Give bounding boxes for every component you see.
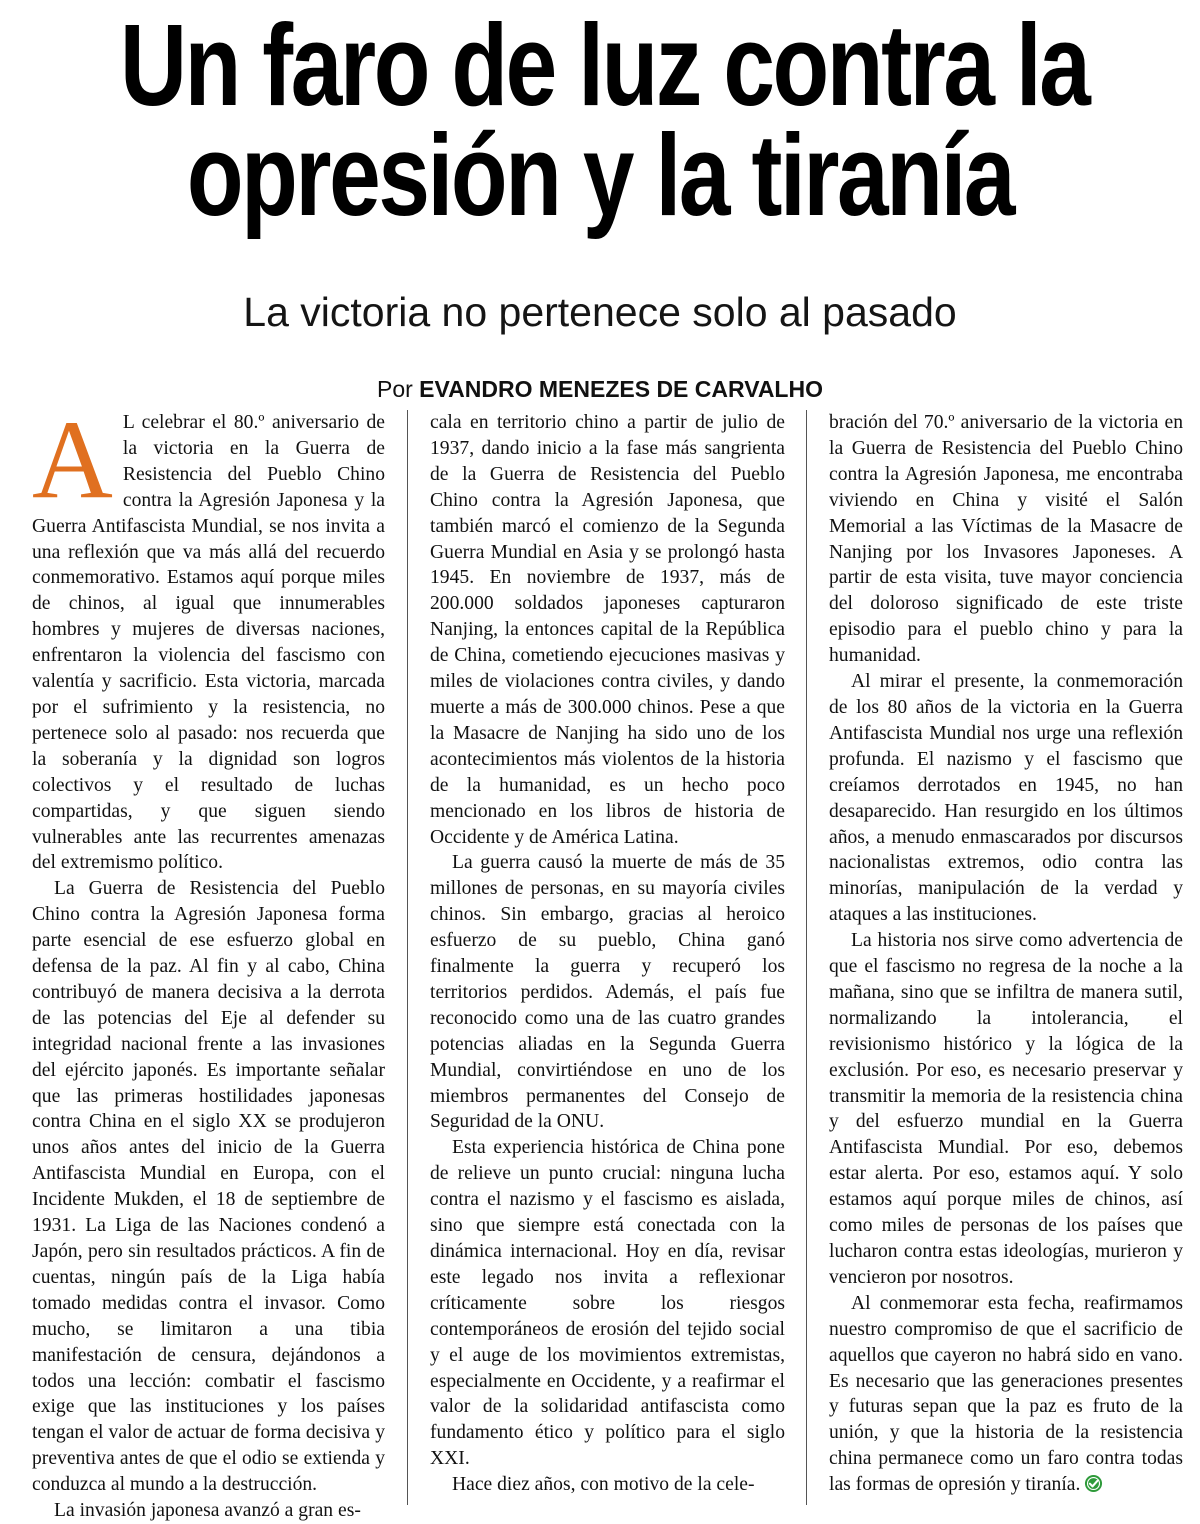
article-paragraph-6-continued: bración del 70.º aniversario de la victoria en la Guerra de Resistencia del Pueblo Chino contra la Agresión Japonesa, me encontraba viviendo en China y visité el Salón Memorial a las Víctimas de la Masacre de Nanjing por los Invasores Japoneses. A partir de esta visita, tuve mayor conciencia del doloroso significado de este triste episodio para el pueblo chino y para la humanidad. <box>829 412 1183 667</box>
article-paragraph-5: Esta experiencia histórica de China pone de relieve un punto crucial: ninguna lucha contra el nazismo y el fascismo es aislada, sino que siempre está conectada con la dinámica internacional. Hoy en día, revisar este legado nos invita a reflexionar críticamente sobre los riesgos contemporáneos de erosión del tejido social y el auge de los movimientos extremistas, especialmente en Occidente, y a reafirmar el valor de la solidaridad antifascista como fundamento ético y político para el siglo XXI. <box>430 1137 785 1470</box>
drop-cap: A <box>32 398 113 522</box>
article-paragraph-1 <box>32 398 385 876</box>
article-paragraph-6-start: Hace diez años, con motivo de la cele- <box>452 1474 755 1496</box>
article-column-1 <box>32 398 385 1522</box>
article-column-3 <box>829 410 1183 1505</box>
headline-line-2: opresión y la tiranía <box>186 110 1014 240</box>
article-paragraph-7: Al mirar el presente, la conmemoración de los 80 años de la victoria en la Guerra Antifascista Mundial nos urge una reflexión profunda. El nazismo y el fascismo que creíamos derrotados en 1945, no han desaparecido. Han resurgido en los últimos años, a menudo enmascarados por discursos nacionalistas extremos, odio contra las minorías, manipulación de la verdad y ataques a las instituciones. <box>829 671 1183 926</box>
byline <box>0 372 1200 406</box>
column-divider-1 <box>407 410 408 1505</box>
column-divider-2 <box>806 410 807 1505</box>
green-check-circle-icon <box>1084 1474 1103 1493</box>
headline <box>120 0 1089 240</box>
article-paragraph-8: La historia nos sirve como advertencia de que el fascismo no regresa de la noche a la mañana, sino que se infiltra de manera sutil, normalizando la intolerancia, el revisionismo histórico y la lógica de la exclusión. Por eso, es necesario preservar y transmitir la memoria de la resistencia china y del esfuerzo mundial en la Guerra Antifascista Mundial. Por eso, debemos estar alerta. Por eso, estamos aquí. Y solo estamos aquí porque miles de chinos, así como miles de personas de los países que lucharon contra estas ideologías, murieron y vencieron por nosotros. <box>829 930 1183 1288</box>
byline-author: EVANDRO MENEZES DE CARVALHO <box>419 376 823 402</box>
headline-line-1: Un faro de luz contra la <box>120 0 1089 130</box>
subtitle: La victoria no pertenece solo al pasado <box>243 289 957 335</box>
article-paragraph-2: La Guerra de Resistencia del Pueblo Chino contra la Agresión Japonesa forma parte esencial de ese esfuerzo global en defensa de la paz. Al fin y al cabo, China contribuyó de manera decisiva a la derrota de las potencias del Eje al defender su integridad nacional frente a las invasiones del ejército japonés. Es importante señalar que las primeras hostilidades japonesas contra China en el siglo XX se produjeron unos años antes del inicio de la Guerra Antifascista Mundial en Europa, con el Incidente Mukden, el 18 de septiembre de 1931. La Liga de las Naciones condenó a Japón, pero sin resultados prácticos. A fin de cuentas, ningún país de la Liga había tomado medidas contra el invasor. Como mucho, se limitaron a una tibia manifestación de censura, dejándonos a todos una lección: combatir el fascismo exige que las instituciones y los países tengan el valor de actuar de forma decisiva y preventiva antes de que el odio se extienda y conduzca al mundo a la destrucción. <box>32 878 385 1496</box>
paragraph-1-text: L celebrar el 80.º aniversario de la victoria en la Guerra de Resistencia del Pueblo Chino contra la Agresión Japonesa y la Guerra Antifascista Mundial, se nos invita a una reflexión que va más allá del recuerdo conmemorativo. Estamos aquí porque miles de chinos, al igual que innumerables hombres y mujeres de diversas naciones, enfrentaron la violencia del fascismo con valentía y sacrificio. Esta victoria, marcada por el sufrimiento y la resistencia, no pertenece solo al pasado: nos recuerda que la soberanía y la dignidad son logros colectivos y el resultado de luchas compartidas, y que siguen siendo vulnerables ante las recurrentes amenazas del extremismo político. <box>32 412 385 874</box>
article-column-2 <box>430 410 785 1505</box>
article-paragraph-3-continued: cala en territorio chino a partir de julio de 1937, dando inicio a la fase más sangrienta de la Guerra de Resistencia del Pueblo Chino contra la Agresión Japonesa, que también marcó el comienzo de la Segunda Guerra Mundial en Asia y se prolongó hasta 1945. En noviembre de 1937, más de 200.000 soldados japoneses capturaron Nanjing, la entonces capital de la República de China, cometiendo ejecuciones masivas y miles de violaciones contra civiles, y dando muerte a más de 300.000 chinos. Pese a que la Masacre de Nanjing ha sido uno de los acontecimientos más violentos de la historia de la humanidad, es un hecho poco mencionado en los libros de historia de Occidente y de América Latina. <box>430 412 785 848</box>
article-paragraph-3-start: La invasión japonesa avanzó a gran es- <box>54 1500 361 1522</box>
article-paragraph-9 <box>829 1291 1183 1498</box>
byline-prefix: Por <box>376 376 413 402</box>
article-paragraph-4: La guerra causó la muerte de más de 35 millones de personas, en su mayoría civiles chinos. Sin embargo, gracias al heroico esfuerzo de su pueblo, China ganó finalmente la guerra y recuperó los territorios perdidos. Además, el país fue reconocido como una de las cuatro grandes potencias aliadas en la Segunda Guerra Mundial, convirtiéndose en uno de los miembros permanentes del Consejo de Seguridad de la ONU. <box>430 852 785 1133</box>
paragraph-9-text: Al conmemorar esta fecha, reafirmamos nuestro compromiso de que el sacrificio de aquellos que cayeron no habrá sido en vano. Es necesario que las generaciones presentes y futuras sepan que la paz es fruto de la unión, y que la historia de la resistencia china permanece como un faro contra todas las formas de opresión y tiranía. <box>829 1292 1183 1496</box>
